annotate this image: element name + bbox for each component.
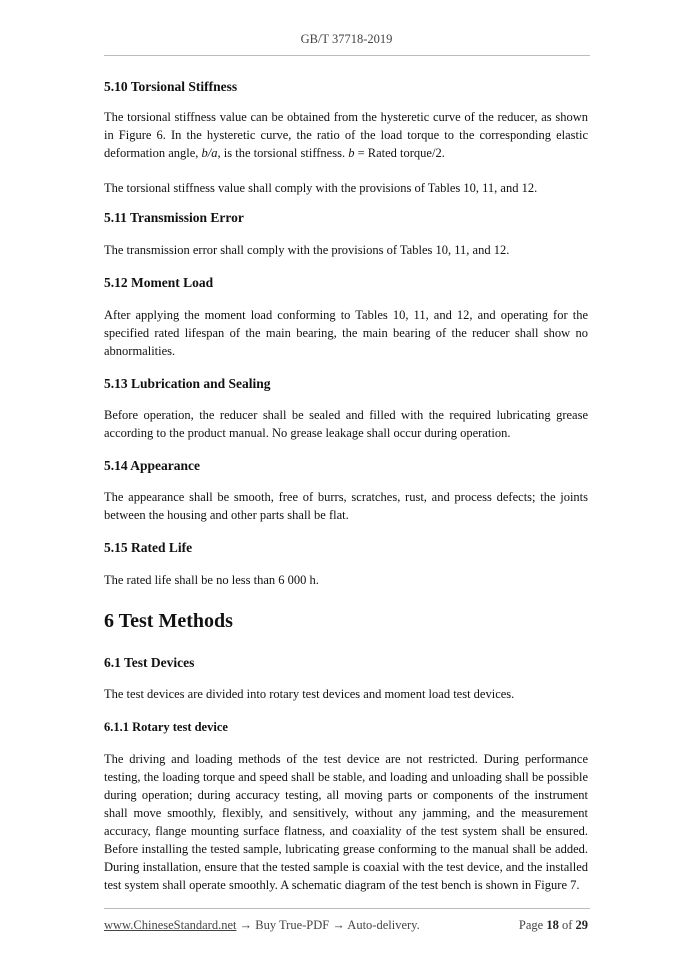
paragraph: Before operation, the reducer shall be sealed and filled with the required lubricating grease according to the product manual. No grease leakage shall occur during operation. <box>104 408 588 440</box>
paragraph: The rated life shall be no less than 6 000 h. <box>104 573 319 587</box>
section-heading: 5.13 Lubrication and Sealing <box>104 376 271 391</box>
paragraph: The torsional stiffness value can be obtained from the hysteretic curve of the reducer, as shown in Figure 6. In the hysteretic curve, the ratio of the load torque to the corresponding elastic deformation angle, b/a, is the torsional stiffness. b = Rated torque/2. <box>104 110 588 160</box>
section-heading: 5.11 Transmission Error <box>104 210 244 225</box>
section-heading: 5.10 Torsional Stiffness <box>104 79 238 94</box>
paragraph: The transmission error shall comply with the provisions of Tables 10, 11, and 12. <box>104 243 510 257</box>
footer-divider <box>104 908 590 909</box>
subsection-heading: 6.1.1 Rotary test device <box>104 720 228 734</box>
footer-promo: www.ChineseStandard.net → Buy True-PDF → Auto-delivery. <box>104 918 420 932</box>
paragraph: The torsional stiffness value shall comply with the provisions of Tables 10, 11, and 12. <box>104 181 538 195</box>
page-indicator: Page 18 of 29 <box>518 918 588 932</box>
paragraph: The test devices are divided into rotary test devices and moment load test devices. <box>104 687 515 701</box>
document-id-header: GB/T 37718-2019 <box>300 32 393 46</box>
chapter-heading: 6 Test Methods <box>104 610 233 632</box>
section-heading: 5.12 Moment Load <box>104 275 214 290</box>
paragraph: After applying the moment load conforming to Tables 10, 11, and 12, and operating for the specified rated lifespan of the main bearing, the main bearing of the reducer shall show no abnormalities. <box>104 308 588 358</box>
section-heading: 5.15 Rated Life <box>104 540 193 555</box>
section-heading: 6.1 Test Devices <box>104 655 195 670</box>
section-heading: 5.14 Appearance <box>104 458 200 473</box>
paragraph: The driving and loading methods of the test device are not restricted. During performance testing, the loading torque and speed shall be stable, and loading and unloading shall be possible during operation; during accuracy testing, all moving parts or components of the instrument shall move smoothly, flexibly, and sensitively, without any jamming, and the measurement accuracy, flange mounting surface flatness, and coaxiality of the test system shall be ensured. Before installing the tested sample, lubricating grease conforming to the manual shall be added. During installation, ensure that the tested sample is coaxial with the test device, and the installed test system shall operate smoothly. A schematic diagram of the test bench is shown in Figure 7. <box>104 752 588 892</box>
website-link[interactable]: www.ChineseStandard.net <box>104 918 237 932</box>
footer <box>104 918 588 933</box>
header-divider <box>104 55 590 56</box>
paragraph: The appearance shall be smooth, free of burrs, scratches, rust, and process defects; the joints between the housing and other parts shall be flat. <box>104 490 588 522</box>
